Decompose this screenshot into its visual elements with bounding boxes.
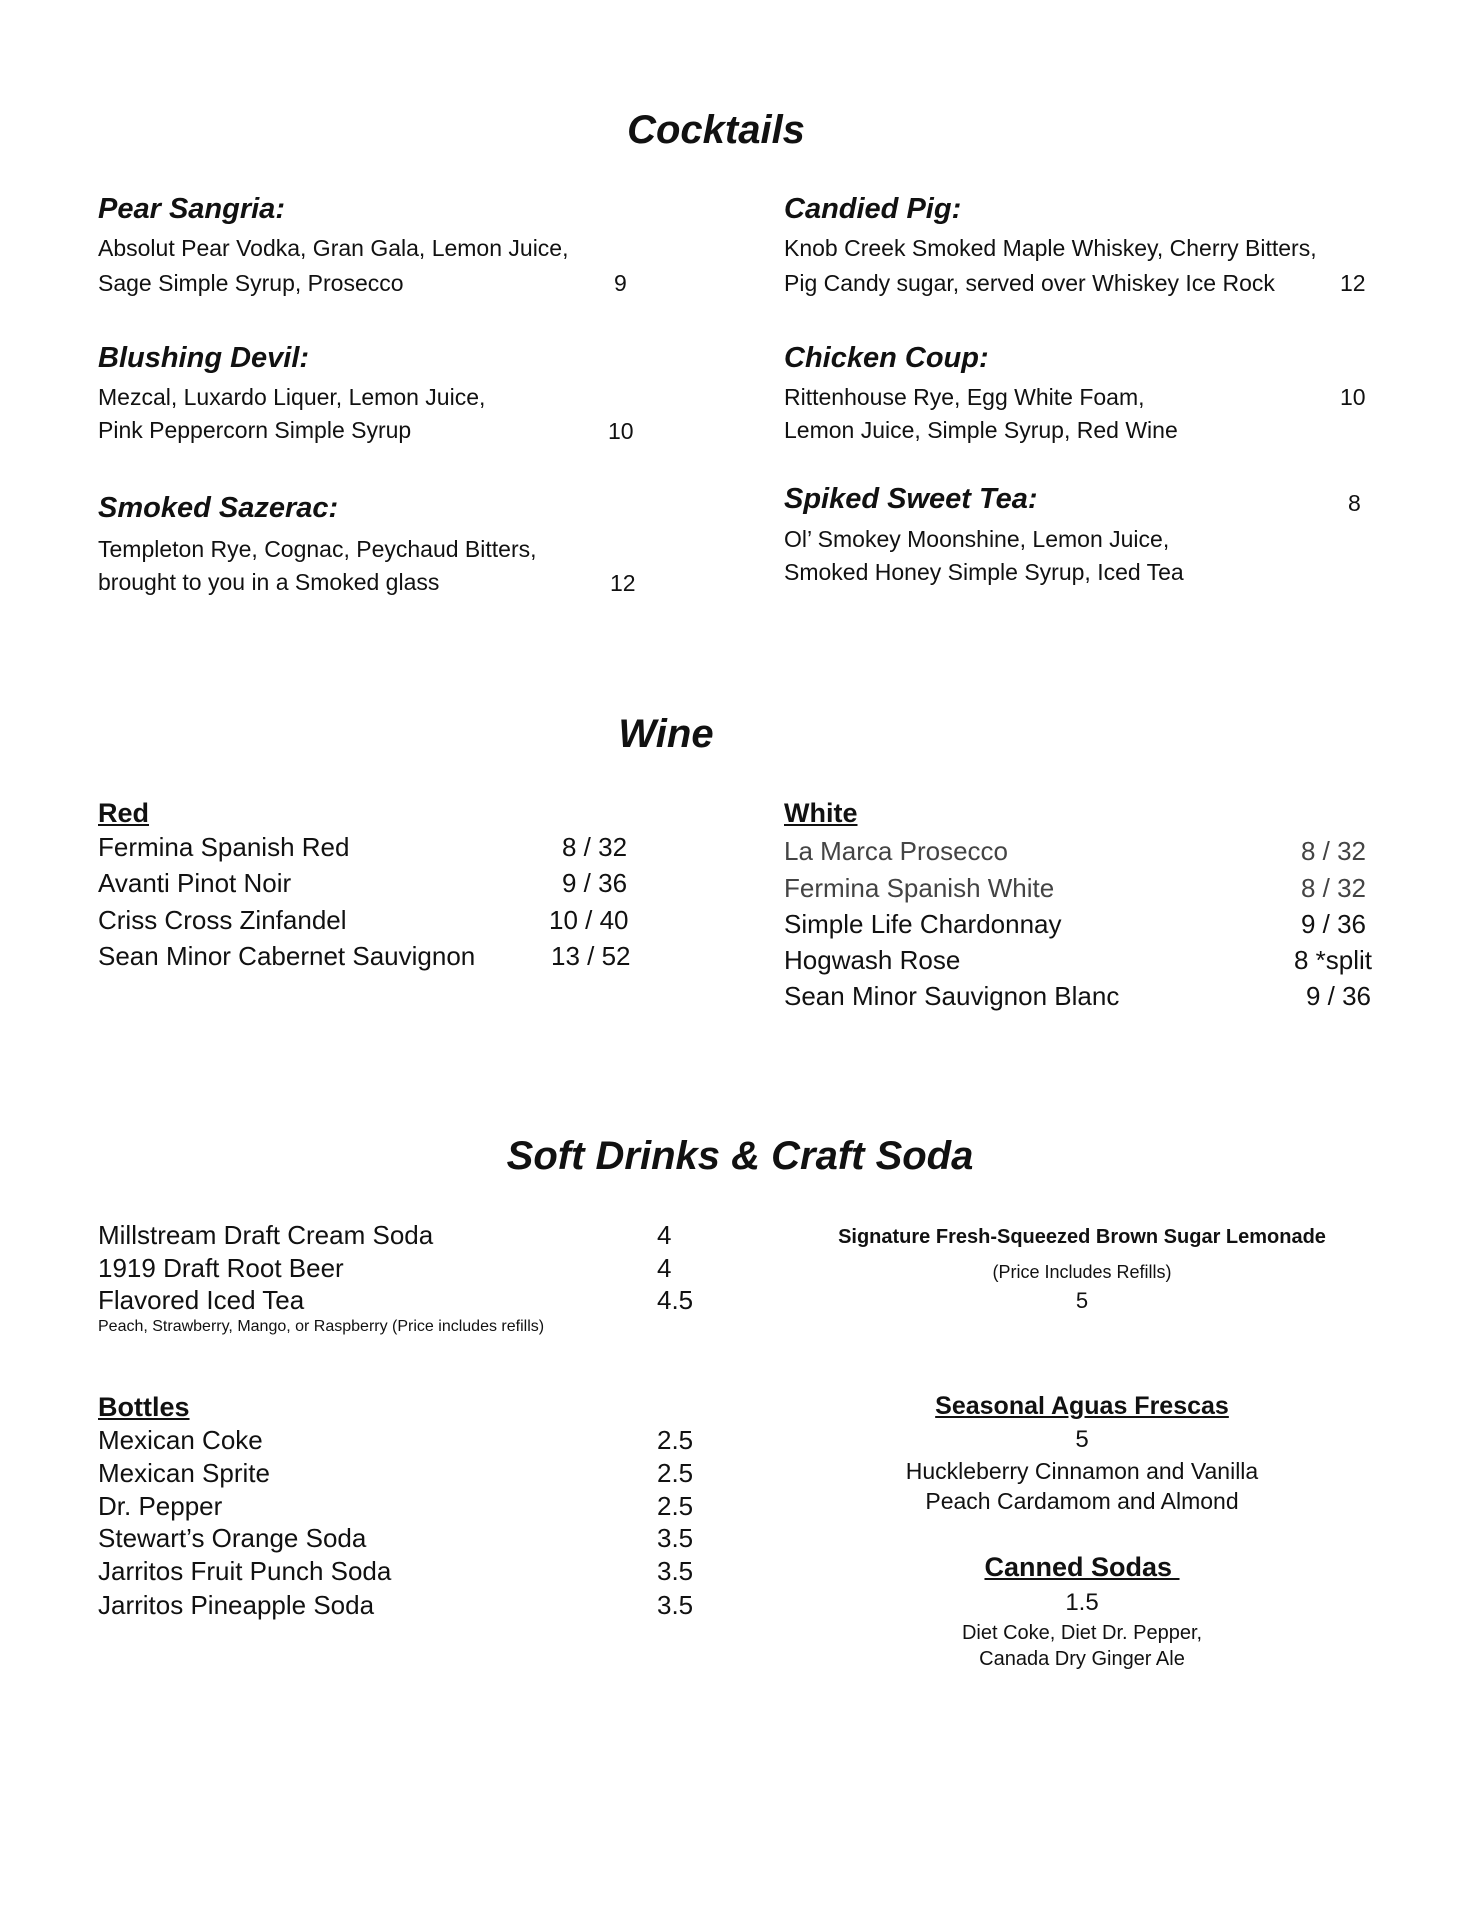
- cocktail-desc: Rittenhouse Rye, Egg White Foam,: [784, 384, 1145, 410]
- bottle-price: 2.5: [657, 1425, 694, 1455]
- cocktail-name: Spiked Sweet Tea:: [784, 483, 1038, 515]
- cocktail-desc: Mezcal, Luxardo Liquer, Lemon Juice,: [98, 384, 486, 410]
- bottle-price: 2.5: [657, 1491, 694, 1521]
- cocktail-name: Candied Pig:: [784, 193, 962, 225]
- cocktail-price: 12: [610, 570, 636, 596]
- cocktail-price: 12: [1340, 270, 1366, 296]
- cocktail-price: 8: [1348, 490, 1361, 516]
- iced-tea-note: Peach, Strawberry, Mango, or Raspberry (Price includes refills): [98, 1318, 545, 1335]
- cocktail-desc: Smoked Honey Simple Syrup, Iced Tea: [784, 559, 1184, 585]
- bottle-item: Mexican Coke: [98, 1425, 263, 1455]
- wine-item: Simple Life Chardonnay: [784, 909, 1062, 939]
- cocktail-desc: Pink Peppercorn Simple Syrup: [98, 417, 412, 443]
- wine-item: Fermina Spanish White: [784, 873, 1055, 903]
- soda-item: Millstream Draft Cream Soda: [98, 1220, 434, 1250]
- bottle-price: 2.5: [657, 1458, 694, 1488]
- soda-price: 4: [657, 1253, 672, 1283]
- aguas-flavor: Peach Cardamom and Almond: [925, 1488, 1239, 1514]
- cocktail-price: 9: [614, 270, 627, 296]
- cocktail-desc: Templeton Rye, Cognac, Peychaud Bitters,: [98, 536, 537, 562]
- cocktail-desc: Pig Candy sugar, served over Whiskey Ice Rock: [784, 270, 1275, 296]
- canned-sodas-heading: Canned Sodas: [984, 1552, 1180, 1582]
- wine-item: Sean Minor Sauvignon Blanc: [784, 981, 1120, 1011]
- wine-item: Sean Minor Cabernet Sauvignon: [98, 941, 476, 971]
- lemonade-title: Signature Fresh-Squeezed Brown Sugar Lemonade: [838, 1226, 1326, 1248]
- soda-price: 4.5: [657, 1285, 694, 1315]
- wine-item: Fermina Spanish Red: [98, 832, 350, 862]
- wine-price: 9 / 36: [562, 868, 628, 898]
- wine-price: 8 *split: [1293, 945, 1372, 975]
- cocktail-name: Blushing Devil:: [98, 342, 310, 374]
- bottle-item: Stewart’s Orange Soda: [98, 1523, 367, 1553]
- cocktail-name: Pear Sangria:: [98, 193, 285, 225]
- cocktail-desc: brought to you in a Smoked glass: [98, 569, 440, 595]
- cocktail-desc: Absolut Pear Vodka, Gran Gala, Lemon Juice,: [98, 235, 569, 261]
- bottle-price: 3.5: [657, 1556, 694, 1586]
- canned-list: Diet Coke, Diet Dr. Pepper,: [961, 1622, 1203, 1644]
- wine-item: La Marca Prosecco: [784, 836, 1008, 866]
- lemonade-note: (Price Includes Refills): [992, 1262, 1172, 1282]
- wine-price: 8 / 32: [562, 832, 628, 862]
- wine-item: Hogwash Rose: [784, 945, 961, 975]
- cocktail-desc: Lemon Juice, Simple Syrup, Red Wine: [784, 417, 1178, 443]
- wine-price: 13 / 52: [551, 941, 631, 971]
- bottle-item: Jarritos Pineapple Soda: [98, 1590, 375, 1620]
- bottle-item: Dr. Pepper: [98, 1491, 223, 1521]
- soft-drinks-title: Soft Drinks & Craft Soda: [506, 1134, 974, 1178]
- bottle-item: Mexican Sprite: [98, 1458, 270, 1488]
- bottle-price: 3.5: [657, 1590, 694, 1620]
- canned-price: 1.5: [1065, 1589, 1099, 1616]
- bottle-item: Jarritos Fruit Punch Soda: [98, 1556, 392, 1586]
- cocktail-name: Chicken Coup:: [784, 342, 989, 374]
- wine-price: 8 / 32: [1300, 836, 1366, 866]
- canned-list: Canada Dry Ginger Ale: [979, 1648, 1185, 1670]
- cocktail-price: 10: [608, 418, 634, 444]
- cocktails-title: Cocktails: [627, 108, 805, 152]
- cocktail-desc: Ol’ Smokey Moonshine, Lemon Juice,: [784, 526, 1170, 552]
- wine-white-heading: White: [784, 798, 858, 828]
- wine-price: 8 / 32: [1300, 873, 1366, 903]
- soda-item: Flavored Iced Tea: [98, 1285, 305, 1315]
- aguas-heading: Seasonal Aguas Frescas: [935, 1392, 1229, 1420]
- cocktail-desc: Knob Creek Smoked Maple Whiskey, Cherry Bitters,: [784, 235, 1317, 261]
- wine-price: 9 / 36: [1300, 909, 1366, 939]
- wine-price: 9 / 36: [1305, 981, 1371, 1011]
- aguas-price: 5: [1075, 1426, 1089, 1453]
- wine-item: Criss Cross Zinfandel: [98, 905, 347, 935]
- lemonade-price: 5: [1075, 1288, 1089, 1313]
- aguas-flavor: Huckleberry Cinnamon and Vanilla: [905, 1458, 1259, 1484]
- bottles-heading: Bottles: [98, 1392, 190, 1422]
- cocktail-desc: Sage Simple Syrup, Prosecco: [98, 270, 404, 296]
- cocktail-name: Smoked Sazerac:: [98, 492, 339, 524]
- wine-item: Avanti Pinot Noir: [98, 868, 292, 898]
- soda-price: 4: [657, 1220, 672, 1250]
- wine-title: Wine: [618, 712, 714, 756]
- bottle-price: 3.5: [657, 1523, 694, 1553]
- cocktail-price: 10: [1340, 384, 1366, 410]
- wine-red-heading: Red: [98, 798, 150, 828]
- soda-item: 1919 Draft Root Beer: [98, 1253, 344, 1283]
- wine-price: 10 / 40: [549, 905, 629, 935]
